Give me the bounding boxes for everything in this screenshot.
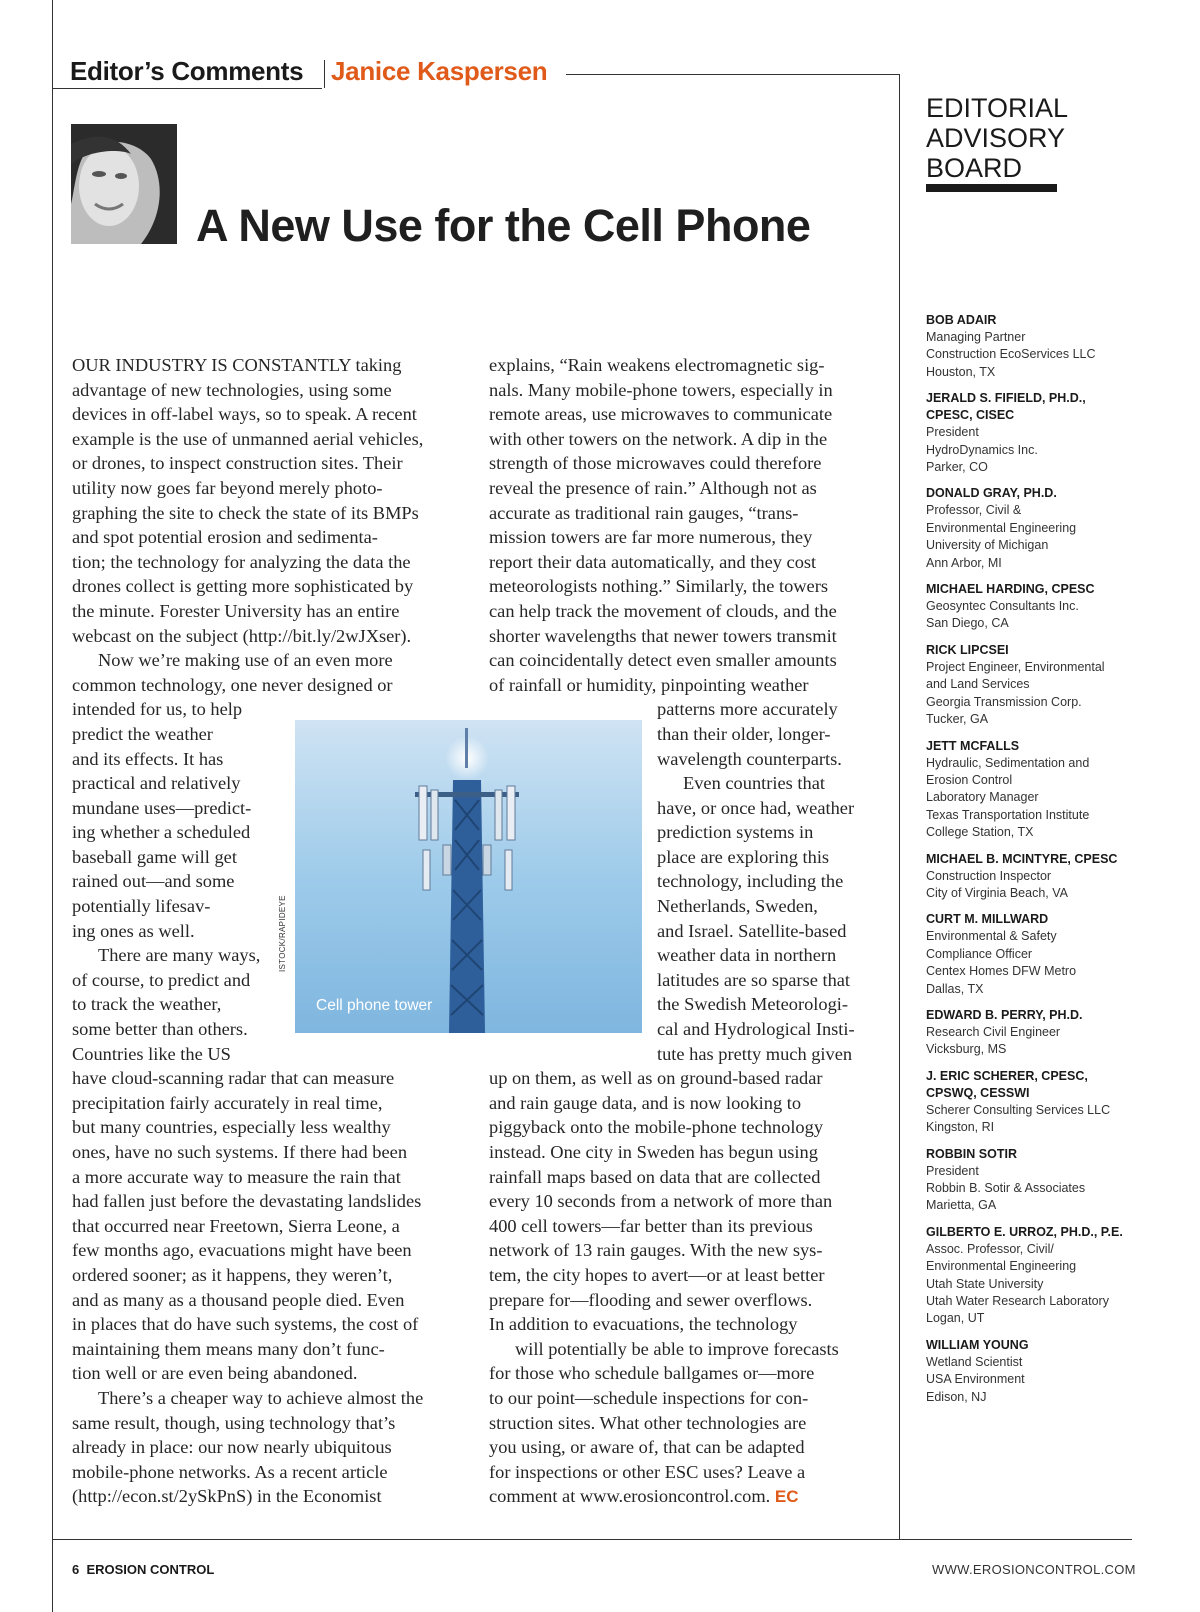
board-member-detail: Environmental Engineering <box>926 520 1077 535</box>
article-line: advantage of new technologies, using some <box>72 379 392 400</box>
article-line: accurate as traditional rain gauges, “trans- <box>489 502 799 523</box>
board-member <box>926 1007 1166 1059</box>
board-member <box>926 1146 1166 1215</box>
article-line: Even countries that <box>683 773 825 794</box>
board-member-detail: Project Engineer, Environmental <box>926 659 1105 674</box>
article-line: (http://econ.st/2ySkPnS) in the Economist <box>72 1486 382 1507</box>
article-line: Countries like the US <box>72 1043 231 1064</box>
article-line: patterns more accurately <box>657 699 838 720</box>
board-title <box>926 93 1068 183</box>
board-member-name: RICK LIPCSEI <box>926 642 1009 657</box>
article-line: rained out—and some <box>72 871 235 892</box>
article-line: prepare for—flooding and sewer overflows. <box>489 1289 813 1310</box>
footer-website: WWW.EROSIONCONTROL.COM <box>932 1562 1136 1577</box>
board-member <box>926 1337 1166 1406</box>
article-line: and rain gauge data, and is now looking to <box>489 1092 802 1113</box>
board-member-detail: Utah State University <box>926 1276 1044 1291</box>
board-member <box>926 1068 1166 1137</box>
article-line: 400 cell towers—far better than its previous <box>489 1215 813 1236</box>
article-line: ordered sooner; as it happens, they weren’t, <box>72 1264 393 1285</box>
board-member-detail: Logan, UT <box>926 1311 985 1326</box>
board-title-line: EDITORIAL <box>926 93 1069 123</box>
board-member-name: WILLIAM YOUNG <box>926 1337 1029 1352</box>
board-member-name: JETT MCFALLS <box>926 738 1020 753</box>
board-member-detail: Dallas, TX <box>926 981 984 996</box>
article-line: place are exploring this <box>657 846 830 867</box>
board-member-detail: Compliance Officer <box>926 946 1033 961</box>
board-member-detail: USA Environment <box>926 1372 1025 1387</box>
board-member-detail: Robbin B. Sotir & Associates <box>926 1181 1086 1195</box>
article-line: some better than others. <box>72 1019 248 1040</box>
board-member-detail: Ann Arbor, MI <box>926 555 1002 570</box>
board-member-detail: HydroDynamics Inc. <box>926 442 1038 457</box>
board-title-line: BOARD <box>926 153 1023 183</box>
article-line: every 10 seconds from a network of more than <box>489 1191 833 1212</box>
board-member-detail: Environmental Engineering <box>926 1259 1077 1274</box>
article-line: In addition to evacuations, the technology <box>489 1314 798 1335</box>
board-member-name: CPSWQ, CESSWI <box>926 1085 1030 1100</box>
board-member-detail: Edison, NJ <box>926 1389 987 1404</box>
end-mark: EC <box>774 1487 799 1507</box>
article-line: struction sites. What other technologies are <box>489 1412 807 1433</box>
article-line: for those who schedule ballgames or—more <box>489 1363 815 1384</box>
footer-folio <box>72 1562 214 1577</box>
article-line: and its effects. It has <box>72 748 224 769</box>
board-member-detail: Tucker, GA <box>926 712 989 727</box>
article-line: latitudes are so sparse that <box>657 969 851 990</box>
board-member-detail: Houston, TX <box>926 364 996 379</box>
article-line: prediction systems in <box>657 822 814 843</box>
board-member <box>926 485 1166 572</box>
board-member-detail: Construction Inspector <box>926 868 1052 883</box>
board-member-detail: Marietta, GA <box>926 1198 997 1213</box>
board-member-name: MICHAEL B. MCINTYRE, CPESC <box>926 851 1118 866</box>
article-line: for inspections or other ESC uses? Leave a <box>489 1461 806 1482</box>
board-member-name: EDWARD B. PERRY, PH.D. <box>926 1007 1083 1022</box>
article-line: the minute. Forester University has an entire <box>72 600 400 621</box>
article-line: same result, though, using technology that’s <box>72 1412 396 1433</box>
photo-credit: ISTOCK/RAPIDEYE <box>278 895 287 972</box>
board-member-detail: Laboratory Manager <box>926 790 1039 805</box>
article-line: have cloud-scanning radar that can measure <box>72 1068 395 1089</box>
board-member <box>926 851 1166 903</box>
board-member-detail: Hydraulic, Sedimentation and <box>926 755 1090 770</box>
article-line: predict the weather <box>72 723 213 744</box>
board-member <box>926 738 1166 842</box>
page-number: 6 <box>72 1562 80 1577</box>
author-portrait <box>71 124 177 244</box>
article-line: intended for us, to help <box>72 699 243 720</box>
board-member-list <box>926 312 1166 1415</box>
article-line: and Israel. Satellite-based <box>657 920 847 941</box>
article-line: potentially lifesav- <box>72 896 211 917</box>
article-line: mission towers are far more numerous, they <box>489 527 813 548</box>
board-member <box>926 911 1166 998</box>
article-line: and as many as a thousand people died. Even <box>72 1289 405 1310</box>
board-member-name: ROBBIN SOTIR <box>926 1146 1017 1161</box>
board-member-name: JERALD S. FIFIELD, PH.D., <box>926 391 1086 406</box>
article-line: with other towers on the network. A dip in the <box>489 428 828 449</box>
article-line: There’s a cheaper way to achieve almost the <box>98 1387 424 1408</box>
article-line: common technology, one never designed or <box>72 674 393 695</box>
article-line: have, or once had, weather <box>657 797 855 818</box>
article-line: mobile-phone networks. As a recent article <box>72 1461 388 1482</box>
article-line: to track the weather, <box>72 994 222 1015</box>
article-line: instead. One city in Sweden has begun using <box>489 1142 818 1162</box>
article-line: utility now goes far beyond merely photo- <box>72 477 383 498</box>
cell-tower-photo <box>295 720 642 1033</box>
board-member <box>926 1224 1166 1328</box>
article-line: weather data in northern <box>657 945 837 966</box>
article-line: and spot potential erosion and sedimenta- <box>72 527 378 548</box>
board-title-bar <box>926 184 1057 192</box>
article-line: wavelength counterparts. <box>657 748 842 769</box>
article-line: shorter wavelengths that newer towers transmit <box>489 625 837 646</box>
article-line: practical and relatively <box>72 773 241 794</box>
board-title-line: ADVISORY <box>926 123 1066 153</box>
board-member <box>926 642 1166 729</box>
article-line: remote areas, use microwaves to communicate <box>489 404 833 425</box>
article-line: or drones, to inspect construction sites. Their <box>72 453 403 474</box>
article-line: explains, “Rain weakens electromagnetic sig- <box>489 355 825 375</box>
article-line: few months ago, evacuations might have been <box>72 1240 412 1261</box>
header-top-rule <box>566 74 900 75</box>
author-name: Janice Kaspersen <box>331 56 548 86</box>
article-line: nals. Many mobile-phone towers, especially in <box>489 379 833 400</box>
article-line: strength of those microwaves could therefore <box>489 453 822 474</box>
board-member-detail: Utah Water Research Laboratory <box>926 1294 1109 1309</box>
article-line: but many countries, especially less wealthy <box>72 1117 391 1138</box>
board-member-detail: Vicksburg, MS <box>926 1042 1007 1057</box>
article-line: devices in off-label ways, so to speak. A recent <box>72 404 417 425</box>
article-line: already in place: our now nearly ubiquitous <box>72 1437 392 1458</box>
board-member-detail: Kingston, RI <box>926 1120 995 1135</box>
board-member-detail: College Station, TX <box>926 825 1034 840</box>
board-member-detail: Managing Partner <box>926 330 1026 344</box>
board-member-detail: Georgia Transmission Corp. <box>926 694 1082 709</box>
article-line: you using, or aware of, that can be adapted <box>489 1437 805 1458</box>
cell-tower-image <box>295 720 642 1033</box>
portrait-image <box>71 124 177 244</box>
board-member-name: J. ERIC SCHERER, CPESC, <box>926 1068 1088 1083</box>
article-line: had fallen just before the devastating landslides <box>72 1191 422 1212</box>
article-line: report their data automatically, and they cost <box>489 551 817 572</box>
board-member-detail: Centex Homes DFW Metro <box>926 964 1077 979</box>
board-member-detail: Erosion Control <box>926 772 1013 787</box>
article-line: to our point—schedule inspections for con- <box>489 1387 809 1408</box>
board-member-name: CPESC, CISEC <box>926 408 1015 423</box>
board-member-detail: University of Michigan <box>926 538 1049 553</box>
photo-caption: Cell phone tower <box>316 997 433 1014</box>
article-line: graphing the site to check the state of its BMPs <box>72 502 419 523</box>
article-line: baseball game will get <box>72 846 237 867</box>
board-member-name: DONALD GRAY, PH.D. <box>926 486 1057 501</box>
board-member-detail: Geosyntec Consultants Inc. <box>926 599 1079 614</box>
article-line: can coincidentally detect even smaller amounts <box>489 650 837 671</box>
magazine-name: EROSION CONTROL <box>86 1562 215 1577</box>
article-line: in places that do have such systems, the cost of <box>72 1314 419 1335</box>
article-line: comment at www.erosioncontrol.com. <box>489 1486 771 1507</box>
article-line: technology, including the <box>657 871 844 892</box>
board-member-name: MICHAEL HARDING, CPESC <box>926 582 1095 597</box>
article-last-line <box>489 1484 885 1510</box>
board-member-detail: City of Virginia Beach, VA <box>926 885 1068 900</box>
board-member-detail: Parker, CO <box>926 460 988 475</box>
article-line: tute has pretty much given <box>657 1043 853 1064</box>
article-line: piggyback onto the mobile-phone technology <box>489 1117 824 1138</box>
article-line: network of 13 rain gauges. With the new sys- <box>489 1240 823 1261</box>
board-member-detail: Scherer Consulting Services LLC <box>926 1102 1111 1117</box>
article-line: the Swedish Meteorologi- <box>657 994 849 1015</box>
page-left-rule <box>52 0 53 1612</box>
article-line: than their older, longer- <box>657 723 831 744</box>
board-member <box>926 312 1166 381</box>
article-line: drones collect is getting more sophisticated by <box>72 576 414 597</box>
board-member-detail: San Diego, CA <box>926 616 1009 631</box>
board-member-detail: President <box>926 1163 979 1178</box>
board-member-detail: and Land Services <box>926 677 1030 692</box>
article-line: ing ones as well. <box>72 920 195 941</box>
article-line: precipitation fairly accurately in real time, <box>72 1092 383 1113</box>
board-member-detail: Assoc. Professor, Civil/ <box>926 1241 1054 1256</box>
article-line: Netherlands, Sweden, <box>657 896 818 917</box>
article-line: can help track the movement of clouds, and the <box>489 600 837 621</box>
board-member-detail: Research Civil Engineer <box>926 1024 1061 1039</box>
article-line: ones, have no such systems. If there had been <box>72 1142 408 1162</box>
board-member-name: BOB ADAIR <box>926 313 997 327</box>
article-line: webcast on the subject (http://bit.ly/2wJXser). <box>72 625 412 646</box>
board-member-name: GILBERTO E. URROZ, PH.D., P.E. <box>926 1224 1123 1239</box>
footer-rule <box>52 1539 1132 1540</box>
article-line: tion well or are even being abandoned. <box>72 1363 358 1384</box>
article-line: There are many ways, <box>98 945 261 966</box>
article-line: mundane uses—predict- <box>72 797 252 818</box>
section-label: Editor’s Comments <box>70 56 304 86</box>
article-line: cal and Hydrological Insti- <box>657 1019 855 1040</box>
article-line: reveal the presence of rain.” Although not as <box>489 477 817 498</box>
article-line: Now we’re making use of an even more <box>98 650 393 671</box>
article-line: that occurred near Freetown, Sierra Leone, a <box>72 1215 400 1236</box>
article-line: maintaining them means many don’t func- <box>72 1338 385 1359</box>
header-underline <box>52 88 322 89</box>
article-line: rainfall maps based on data that are collected <box>489 1166 821 1187</box>
article-line: up on them, as well as on ground-based radar <box>489 1068 823 1089</box>
article-line: example is the use of unmanned aerial vehicles, <box>72 428 424 449</box>
board-member-detail: Environmental & Safety <box>926 929 1057 944</box>
article-line: of course, to predict and <box>72 969 251 990</box>
header-separator <box>324 60 325 88</box>
sidebar-divider <box>899 74 900 1540</box>
article-line: tion; the technology for analyzing the data the <box>72 551 411 572</box>
article-headline: A New Use for the Cell Phone <box>196 200 811 251</box>
article-line: ing whether a scheduled <box>72 822 251 843</box>
board-member-detail: President <box>926 425 979 440</box>
board-member-name: CURT M. MILLWARD <box>926 912 1049 927</box>
board-member <box>926 581 1166 633</box>
article-line: OUR INDUSTRY IS CONSTANTLY taking <box>72 355 402 375</box>
article-line: tem, the city hopes to avert—or at least better <box>489 1264 825 1285</box>
board-member-detail: Texas Transportation Institute <box>926 807 1090 822</box>
article-line: meteorologists nothing.” Similarly, the towers <box>489 576 828 597</box>
board-member-detail: Construction EcoServices LLC <box>926 347 1096 362</box>
article-line: a more accurate way to measure the rain that <box>72 1166 401 1187</box>
board-member-detail: Professor, Civil & <box>926 503 1022 518</box>
article-line: will potentially be able to improve forecasts <box>515 1338 839 1359</box>
article-line: of rainfall or humidity, pinpointing weather <box>489 674 809 695</box>
board-member <box>926 390 1166 476</box>
board-member-detail: Wetland Scientist <box>926 1354 1023 1369</box>
